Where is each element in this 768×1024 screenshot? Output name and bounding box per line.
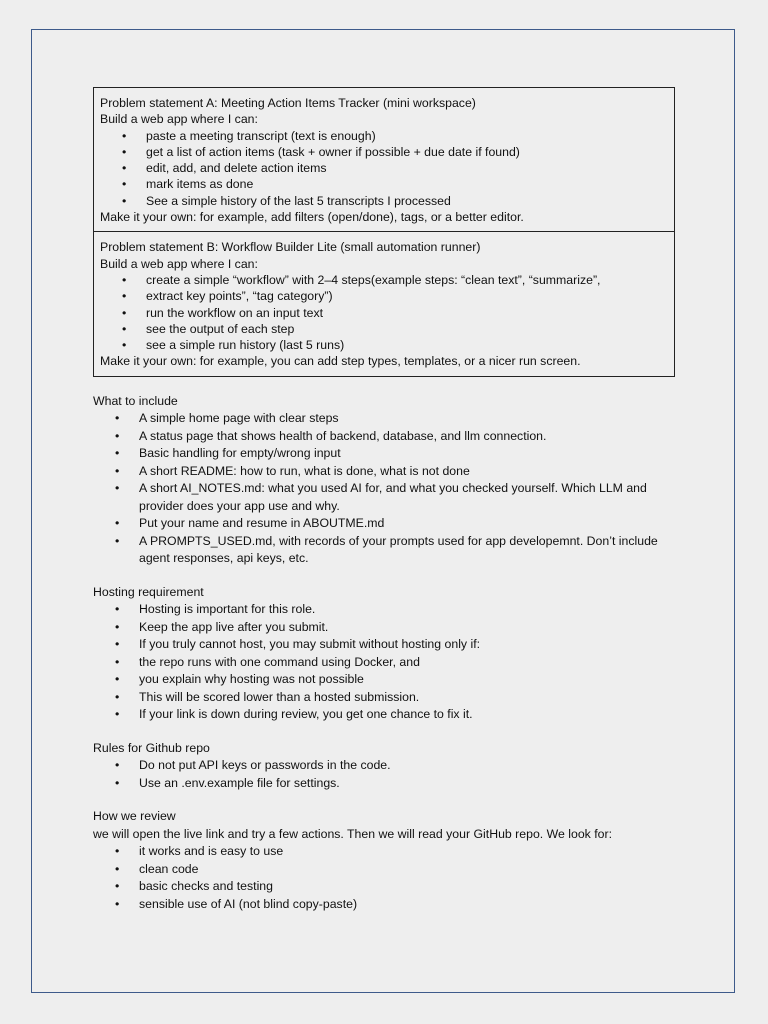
list-item: • If your link is down during review, you get one chance to fix it. — [93, 706, 675, 724]
list-item: • A PROMPTS_USED.md, with records of your prompts used for app developemnt. Don’t include agent responses, api keys, etc. — [93, 533, 675, 568]
rules-heading: Rules for Github repo — [93, 740, 210, 755]
list-item: • sensible use of AI (not blind copy-paste) — [93, 896, 675, 914]
list-item: • Hosting is important for this role. — [93, 601, 675, 619]
list-item: • run the workflow on an input text — [100, 305, 668, 321]
include-list — [93, 410, 675, 568]
list-item: • edit, add, and delete action items — [100, 160, 668, 176]
list-item: • Keep the app live after you submit. — [93, 619, 675, 637]
list-item: • This will be scored lower than a hosted submission. — [93, 689, 675, 707]
review-list — [93, 843, 675, 913]
list-item: • A short README: how to run, what is done, what is not done — [93, 463, 675, 481]
list-item: • A status page that shows health of backend, database, and llm connection. — [93, 428, 675, 446]
list-item: • A simple home page with clear steps — [93, 410, 675, 428]
list-item: • Basic handling for empty/wrong input — [93, 445, 675, 463]
list-item: • If you truly cannot host, you may submit without hosting only if: — [93, 636, 675, 654]
problem-b-intro: Build a web app where I can: — [100, 256, 258, 271]
list-item: • Use an .env.example file for settings. — [93, 775, 675, 793]
list-item: • you explain why hosting was not possible — [93, 671, 675, 689]
problem-b-list — [100, 272, 668, 353]
list-item: • basic checks and testing — [93, 878, 675, 896]
list-item: • extract key points”, “tag category”) — [100, 288, 668, 304]
list-item: • A short AI_NOTES.md: what you used AI for, and what you checked yourself. Which LLM and provider does your app use and why. — [93, 480, 675, 515]
hosting-section — [93, 584, 675, 724]
list-item: • see the output of each step — [100, 321, 668, 337]
list-item: • Put your name and resume in ABOUTME.md — [93, 515, 675, 533]
hosting-list — [93, 601, 675, 724]
review-section — [93, 808, 675, 913]
review-intro: we will open the live link and try a few actions. Then we will read your GitHub repo. We look for: — [93, 826, 612, 841]
review-heading: How we review — [93, 809, 176, 824]
rules-section — [93, 740, 675, 793]
problem-b-cell — [94, 231, 674, 375]
problem-a-title: Problem statement A: Meeting Action Items Tracker (mini workspace) — [100, 96, 476, 110]
include-section — [93, 393, 675, 568]
problem-a-list — [100, 128, 668, 209]
list-item: • it works and is easy to use — [93, 843, 675, 861]
problem-a-cell — [94, 88, 674, 231]
problem-a-outro: Make it your own: for example, add filters (open/done), tags, or a better editor. — [100, 210, 524, 225]
problem-statements-table — [93, 87, 675, 377]
list-item: • paste a meeting transcript (text is enough) — [100, 128, 668, 144]
list-item: • create a simple “workflow” with 2–4 steps(example steps: “clean text”, “summarize”, — [100, 272, 668, 288]
list-item: • see a simple run history (last 5 runs) — [100, 337, 668, 353]
problem-b-title: Problem statement B: Workflow Builder Lite (small automation runner) — [100, 240, 481, 255]
document-content — [93, 87, 675, 913]
list-item: • the repo runs with one command using Docker, and — [93, 654, 675, 672]
list-item: • Do not put API keys or passwords in the code. — [93, 757, 675, 775]
list-item: • mark items as done — [100, 176, 668, 192]
list-item: • get a list of action items (task + owner if possible + due date if found) — [100, 144, 668, 160]
list-item: • See a simple history of the last 5 transcripts I processed — [100, 193, 668, 209]
hosting-heading: Hosting requirement — [93, 584, 204, 599]
list-item: • clean code — [93, 861, 675, 879]
include-heading: What to include — [93, 393, 178, 408]
problem-a-intro: Build a web app where I can: — [100, 112, 258, 127]
rules-list — [93, 757, 675, 792]
problem-b-outro: Make it your own: for example, you can add step types, templates, or a nicer run screen. — [100, 354, 581, 369]
